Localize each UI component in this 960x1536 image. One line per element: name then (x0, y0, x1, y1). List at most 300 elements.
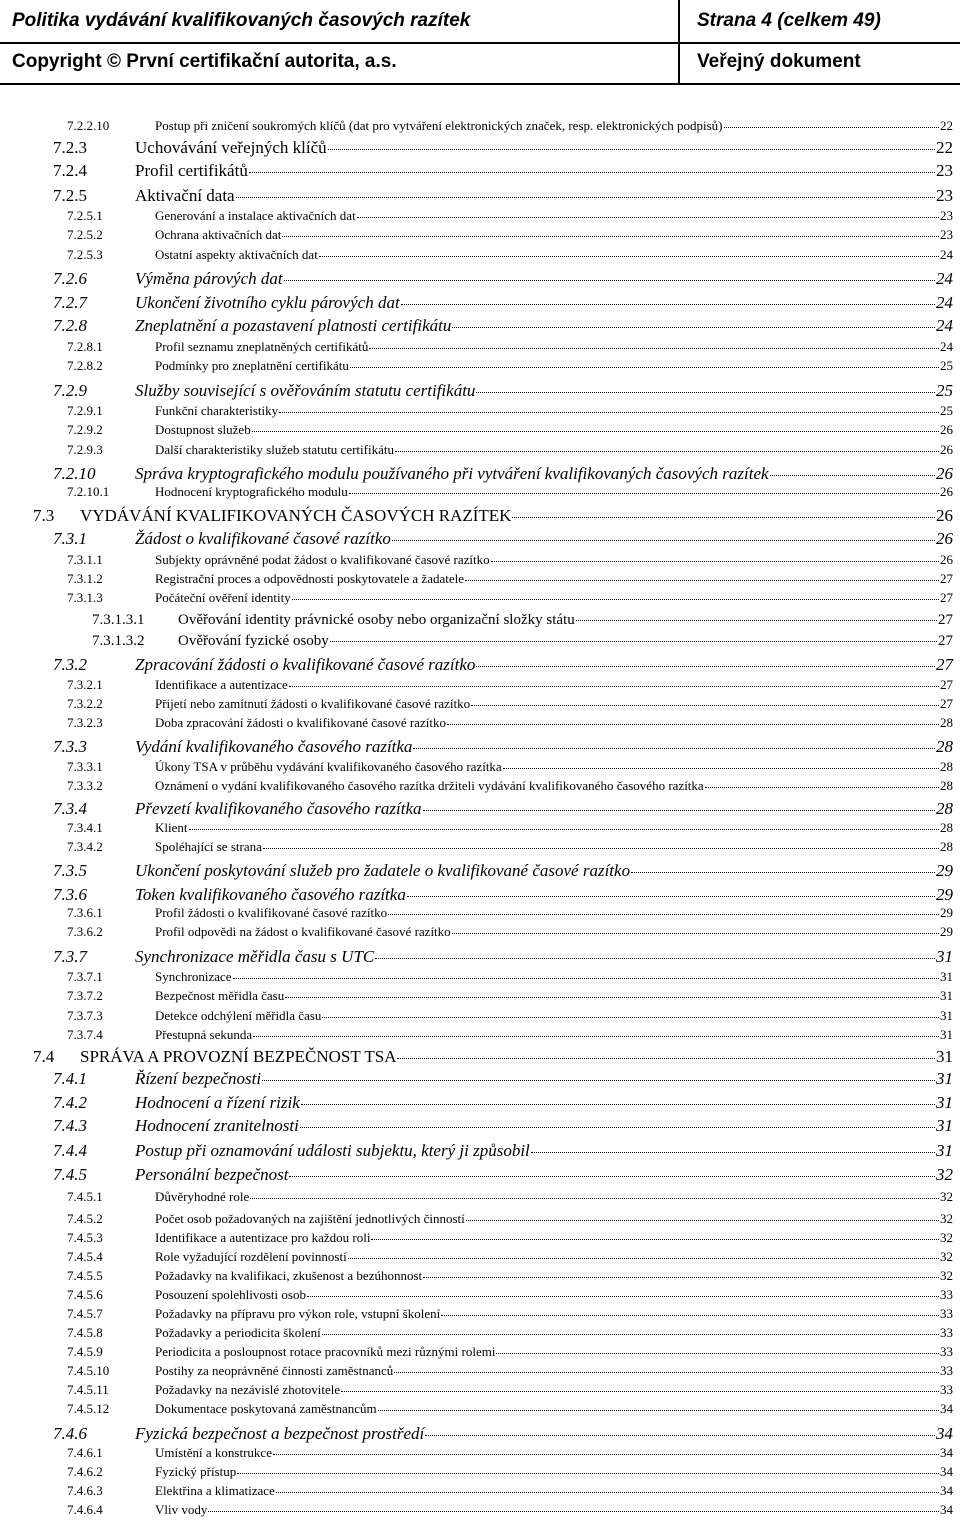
toc-entry[interactable] (67, 1344, 953, 1360)
toc-dot-leader (491, 554, 939, 562)
toc-entry-number: 7.3.6.1 (67, 905, 103, 920)
toc-dot-leader (279, 405, 939, 413)
toc-entry-title[interactable]: Synchronizace (155, 969, 232, 984)
toc-dot-leader (276, 1485, 939, 1493)
toc-entry[interactable] (53, 529, 953, 549)
toc-entry-title[interactable]: Klient (155, 820, 188, 835)
toc-entry[interactable] (67, 1211, 953, 1227)
toc-entry-page: 32 (940, 1230, 953, 1245)
toc-entry-number: 7.4.6.1 (67, 1445, 103, 1460)
toc-entry-number: 7.3.7.4 (67, 1027, 103, 1042)
toc-entry-page: 26 (936, 506, 953, 525)
toc-entry-number: 7.4.5.6 (67, 1287, 103, 1302)
toc-dot-leader (447, 717, 939, 725)
toc-entry-title[interactable]: Přijetí nebo zamítnutí žádosti o kvalifikované časové razítko (155, 696, 471, 711)
toc-dot-leader (392, 531, 935, 541)
toc-dot-leader (349, 486, 939, 494)
toc-entry-title[interactable]: Fyzická bezpečnost a bezpečnost prostředí (135, 1424, 425, 1443)
toc-entry-page: 33 (940, 1325, 953, 1340)
toc-entry-title[interactable]: VYDÁVÁNÍ KVALIFIKOVANÝCH ČASOVÝCH RAZÍTEK (80, 506, 512, 525)
toc-dot-leader (423, 1270, 939, 1278)
toc-entry[interactable] (67, 1230, 953, 1246)
toc-entry-title[interactable]: Důvěryhodné role (155, 1189, 250, 1204)
toc-entry-title[interactable]: Periodicita a posloupnost rotace pracovníků mezi různými rolemi (155, 1344, 496, 1359)
toc-entry[interactable] (67, 1502, 953, 1518)
toc-entry[interactable] (53, 293, 953, 313)
toc-entry-title[interactable]: Postihy za neoprávněné činnosti zaměstnanců (155, 1363, 394, 1378)
toc-entry-title[interactable]: Aktivační data (135, 186, 235, 205)
toc-entry[interactable] (53, 464, 953, 484)
toc-entry-title[interactable]: Ukončení poskytování služeb pro žadatele o kvalifikované časové razítko (135, 861, 631, 880)
toc-entry-number: 7.3.2.2 (67, 696, 103, 711)
toc-dot-leader (319, 249, 939, 257)
toc-entry[interactable] (53, 186, 953, 206)
toc-entry-title[interactable]: Vliv vody (155, 1502, 208, 1517)
toc-entry-title[interactable]: Výměna párových dat (135, 269, 283, 288)
toc-entry-number: 7.3.1.3.2 (92, 633, 145, 649)
toc-entry-page: 25 (940, 403, 953, 418)
toc-dot-leader (292, 592, 939, 600)
toc-dot-leader (282, 229, 939, 237)
toc-entry-title[interactable]: Řízení bezpečnosti (135, 1069, 262, 1088)
toc-entry-title[interactable]: Služby související s ověřováním statutu certifikátu (135, 381, 476, 400)
toc-entry-title[interactable]: Postup při zničení soukromých klíčů (dat pro vytváření elektronických značek, resp. elektronických podpisů) (155, 118, 723, 133)
toc-entry-number: 7.3.1 (53, 529, 87, 548)
toc-entry-number: 7.4.6 (53, 1424, 87, 1443)
toc-dot-leader (631, 863, 935, 873)
toc-entry[interactable] (67, 839, 953, 855)
toc-entry-page: 31 (940, 1008, 953, 1023)
toc-entry[interactable] (53, 1141, 953, 1161)
toc-entry-number: 7.3.3.1 (67, 759, 103, 774)
toc-entry-title[interactable]: Žádost o kvalifikované časové razítko (135, 529, 391, 548)
toc-entry-title[interactable]: Umístění a konstrukce (155, 1445, 272, 1460)
toc-entry[interactable] (67, 820, 953, 836)
toc-entry-title[interactable]: Hodnocení zranitelnosti (135, 1116, 299, 1135)
toc-entry-number: 7.4.5.5 (67, 1268, 103, 1283)
toc-entry[interactable] (67, 1027, 953, 1043)
toc-dot-leader (341, 1384, 939, 1392)
toc-entry-number: 7.2.8.2 (67, 358, 103, 373)
toc-entry[interactable] (67, 590, 953, 606)
toc-entry-title[interactable]: Postup při oznamování události subjektu, který ji způsobil (135, 1141, 530, 1160)
toc-entry-page: 27 (940, 571, 953, 586)
toc-entry-title[interactable]: Oznámení o vydání kvalifikovaného časového razítka držiteli vydávání kvalifikovaného časového razítka (155, 778, 704, 793)
toc-dot-leader (208, 1504, 939, 1512)
toc-dot-leader (250, 1191, 939, 1199)
toc-entry[interactable] (67, 1249, 953, 1265)
toc-entry-page: 23 (940, 208, 953, 223)
toc-entry-page: 31 (940, 969, 953, 984)
toc-entry-page: 33 (940, 1287, 953, 1302)
toc-entry-number: 7.2.9.1 (67, 403, 103, 418)
toc-entry-title[interactable]: Profil odpovědi na žádost o kvalifikované časové razítko (155, 924, 451, 939)
toc-entry-number: 7.4.5.9 (67, 1344, 103, 1359)
toc-entry-title[interactable]: Zpracování žádosti o kvalifikované časové razítko (135, 655, 476, 674)
toc-entry[interactable] (67, 484, 953, 500)
toc-dot-leader (348, 1251, 939, 1259)
toc-entry[interactable] (67, 988, 953, 1004)
toc-entry-number: 7.2.2.10 (67, 118, 110, 133)
toc-entry-page: 27 (938, 633, 953, 649)
toc-entry-page: 26 (940, 442, 953, 457)
toc-entry-title[interactable]: Fyzický přístup (155, 1464, 237, 1479)
toc-entry[interactable] (67, 1445, 953, 1461)
toc-entry[interactable] (53, 737, 953, 757)
toc-dot-leader (496, 1346, 939, 1354)
toc-entry-page: 28 (940, 759, 953, 774)
toc-entry[interactable] (67, 677, 953, 693)
toc-dot-leader (284, 271, 935, 281)
toc-entry[interactable] (53, 1069, 953, 1089)
header-bottom-border (0, 83, 960, 85)
toc-entry-page: 32 (940, 1189, 953, 1204)
toc-entry[interactable] (53, 1116, 953, 1136)
toc-entry-number: 7.4.5.11 (67, 1382, 109, 1397)
toc-entry-number: 7.2.8 (53, 316, 87, 335)
toc-entry-title[interactable]: Synchronizace měřidla času s UTC (135, 947, 375, 966)
toc-entry-number: 7.3.1.3 (67, 590, 103, 605)
toc-entry[interactable] (67, 778, 953, 794)
toc-entry-page: 34 (940, 1502, 953, 1517)
toc-dot-leader (378, 1403, 939, 1411)
toc-entry-title[interactable]: Vydání kvalifikovaného časového razítka (135, 737, 413, 756)
toc-entry-title[interactable]: Role vyžadující rozdělení povinností (155, 1249, 347, 1264)
toc-dot-leader (330, 634, 937, 643)
toc-entry-title[interactable]: Dostupnost služeb (155, 422, 251, 437)
toc-entry[interactable] (67, 403, 953, 419)
toc-dot-leader (413, 739, 935, 749)
toc-entry-number: 7.2.4 (53, 161, 87, 180)
toc-entry-number: 7.4.5.2 (67, 1211, 103, 1226)
toc-entry-page: 27 (940, 696, 953, 711)
toc-entry-number: 7.4.2 (53, 1093, 87, 1112)
toc-entry-page: 31 (936, 1116, 953, 1135)
toc-entry-number: 7.4.5.1 (67, 1189, 103, 1204)
toc-dot-leader (301, 1095, 935, 1105)
toc-dot-leader (189, 822, 940, 830)
toc-entry-page: 34 (940, 1445, 953, 1460)
toc-entry[interactable] (53, 269, 953, 289)
toc-entry[interactable] (67, 759, 953, 775)
toc-dot-leader (423, 801, 935, 811)
toc-entry-number: 7.3.7.3 (67, 1008, 103, 1023)
toc-entry-page: 31 (936, 1093, 953, 1112)
toc-entry-number: 7.3.7.2 (67, 988, 103, 1003)
toc-dot-leader (289, 679, 939, 687)
toc-dot-leader (452, 926, 939, 934)
toc-entry-page: 28 (940, 778, 953, 793)
toc-entry-title[interactable]: Další charakteristiky služeb statutu certifikátu (155, 442, 394, 457)
toc-entry-number: 7.3 (33, 506, 55, 525)
page-counter: Strana 4 (celkem 49) (697, 10, 881, 31)
toc-entry-number: 7.4 (33, 1047, 55, 1066)
toc-dot-leader (262, 1071, 935, 1081)
toc-entry-number: 7.3.2 (53, 655, 87, 674)
toc-entry-title[interactable]: Počáteční ověření identity (155, 590, 291, 605)
toc-dot-leader (249, 163, 935, 173)
toc-entry[interactable] (53, 947, 953, 967)
toc-entry[interactable] (53, 885, 953, 905)
toc-entry[interactable] (53, 316, 953, 336)
toc-entry-number: 7.3.1.3.1 (92, 612, 145, 628)
toc-entry[interactable] (67, 1382, 953, 1398)
toc-entry[interactable] (67, 339, 953, 355)
toc-dot-leader (531, 1143, 935, 1153)
toc-entry[interactable] (33, 506, 953, 526)
toc-entry-number: 7.2.6 (53, 269, 87, 288)
toc-entry[interactable] (53, 138, 953, 158)
toc-entry-title[interactable]: Elektřina a klimatizace (155, 1483, 275, 1498)
toc-entry[interactable] (67, 715, 953, 731)
toc-dot-leader (512, 508, 935, 518)
toc-entry-title[interactable]: Token kvalifikovaného časového razítka (135, 885, 406, 904)
toc-entry[interactable] (92, 633, 953, 650)
toc-entry[interactable] (67, 1325, 953, 1341)
toc-entry-title[interactable]: Dokumentace poskytovaná zaměstnancům (155, 1401, 377, 1416)
toc-entry[interactable] (67, 422, 953, 438)
toc-entry-number: 7.4.5.4 (67, 1249, 103, 1264)
toc-entry-number: 7.4.4 (53, 1141, 87, 1160)
toc-entry-title[interactable]: Ukončení životního cyklu párových dat (135, 293, 400, 312)
toc-entry-title[interactable]: Převzetí kvalifikovaného časového razítka (135, 799, 422, 818)
toc-entry-number: 7.4.3 (53, 1116, 87, 1135)
document-header-row-2 (10, 51, 950, 77)
document-title: Politika vydávání kvalifikovaných časových razítek (12, 10, 471, 31)
toc-dot-leader (471, 698, 939, 706)
toc-entry-page: 26 (940, 484, 953, 499)
toc-entry[interactable] (67, 969, 953, 985)
toc-dot-leader (233, 971, 939, 979)
toc-entry-title[interactable]: Registrační proces a odpovědnosti poskytovatele a žadatele (155, 571, 465, 586)
toc-entry-title[interactable]: Podmínky pro zneplatnění certifikátu (155, 358, 349, 373)
toc-entry-page: 25 (936, 381, 953, 400)
toc-entry-number: 7.3.4.2 (67, 839, 103, 854)
toc-entry-title[interactable]: Požadavky a periodicita školení (155, 1325, 321, 1340)
toc-entry-page: 32 (940, 1249, 953, 1264)
toc-entry[interactable] (67, 1401, 953, 1417)
toc-entry-number: 7.3.2.1 (67, 677, 103, 692)
toc-entry-title[interactable]: Profil certifikátů (135, 161, 248, 180)
toc-entry[interactable] (67, 905, 953, 921)
toc-entry-number: 7.4.5.10 (67, 1363, 110, 1378)
toc-dot-leader (369, 341, 939, 349)
toc-entry[interactable] (67, 1483, 953, 1499)
toc-entry[interactable] (67, 208, 953, 224)
toc-entry-title[interactable]: Spoléhající se strana (155, 839, 262, 854)
toc-entry-number: 7.3.1.1 (67, 552, 103, 567)
toc-entry-page: 34 (936, 1424, 953, 1443)
toc-entry-number: 7.2.5.1 (67, 208, 103, 223)
toc-entry-title[interactable]: Identifikace a autentizace (155, 677, 288, 692)
toc-entry-page: 31 (936, 1069, 953, 1088)
toc-entry[interactable] (53, 1093, 953, 1113)
toc-entry-page: 24 (936, 269, 953, 288)
toc-entry[interactable] (67, 1189, 953, 1205)
toc-dot-leader (237, 1466, 939, 1474)
toc-entry-title[interactable]: Ostatní aspekty aktivačních dat (155, 247, 318, 262)
toc-dot-leader (476, 383, 935, 393)
toc-entry-number: 7.2.7 (53, 293, 87, 312)
toc-entry-page: 33 (940, 1363, 953, 1378)
toc-entry-number: 7.4.6.4 (67, 1502, 103, 1517)
toc-entry-title[interactable]: Správa kryptografického modulu používaného při vytváření kvalifikovaných časových razítek (135, 464, 769, 483)
toc-entry-page: 31 (936, 1047, 953, 1066)
toc-dot-leader (452, 318, 935, 328)
toc-dot-leader (394, 1365, 939, 1373)
toc-entry-page: 28 (940, 715, 953, 730)
toc-dot-leader (397, 1049, 935, 1059)
toc-entry-page: 28 (940, 820, 953, 835)
toc-entry-title[interactable]: Ochrana aktivačních dat (155, 227, 282, 242)
toc-entry-number: 7.3.4 (53, 799, 87, 818)
toc-entry-title[interactable]: Požadavky na kvalifikaci, zkušenost a bezúhonnost (155, 1268, 423, 1283)
toc-entry-title[interactable]: Přestupná sekunda (155, 1027, 253, 1042)
toc-entry-title[interactable]: Funkční charakteristiky (155, 403, 279, 418)
toc-entry[interactable] (53, 1424, 953, 1444)
toc-entry[interactable] (92, 612, 953, 629)
toc-entry-page: 29 (936, 885, 953, 904)
toc-dot-leader (371, 1232, 939, 1240)
toc-entry-title[interactable]: Profil seznamu zneplatněných certifikátů (155, 339, 369, 354)
toc-entry-page: 34 (940, 1464, 953, 1479)
toc-entry-number: 7.4.5.7 (67, 1306, 103, 1321)
toc-entry-number: 7.3.1.2 (67, 571, 103, 586)
toc-dot-leader (253, 1029, 939, 1037)
toc-dot-leader (300, 1118, 935, 1128)
header-column-divider (678, 0, 680, 84)
toc-dot-leader (322, 1010, 939, 1018)
toc-entry-page: 34 (940, 1483, 953, 1498)
toc-entry-title[interactable]: Úkony TSA v průběhu vydávání kvalifikovaného časového razítka (155, 759, 502, 774)
toc-entry[interactable] (67, 1306, 953, 1322)
toc-entry-number: 7.3.4.1 (67, 820, 103, 835)
toc-entry-page: 25 (940, 358, 953, 373)
toc-entry-title[interactable]: Doba zpracování žádosti o kvalifikované časové razítko (155, 715, 446, 730)
toc-entry[interactable] (53, 381, 953, 401)
toc-entry[interactable] (33, 1047, 953, 1067)
toc-entry[interactable] (53, 861, 953, 881)
toc-entry-number: 7.3.3 (53, 737, 87, 756)
toc-entry-page: 27 (938, 612, 953, 628)
toc-entry-page: 32 (936, 1165, 953, 1184)
toc-dot-leader (576, 613, 937, 622)
toc-entry-page: 23 (936, 186, 953, 205)
header-divider (0, 42, 960, 44)
toc-entry[interactable] (53, 161, 953, 181)
toc-entry-page: 26 (936, 529, 953, 548)
toc-dot-leader (503, 761, 939, 769)
toc-entry-page: 23 (936, 161, 953, 180)
classification-label: Veřejný dokument (697, 51, 861, 72)
toc-entry-title[interactable]: SPRÁVA A PROVOZNÍ BEZPEČNOST TSA (80, 1047, 397, 1066)
toc-entry-number: 7.4.5.8 (67, 1325, 103, 1340)
toc-dot-leader (407, 887, 935, 897)
toc-entry-page: 27 (940, 677, 953, 692)
toc-dot-leader (307, 1289, 939, 1297)
toc-entry[interactable] (53, 799, 953, 819)
toc-entry-title[interactable]: Posouzení spolehlivosti osob (155, 1287, 306, 1302)
toc-entry-page: 32 (940, 1211, 953, 1226)
toc-entry-title[interactable]: Požadavky na nezávislé zhotovitele (155, 1382, 341, 1397)
toc-entry-title[interactable]: Generování a instalace aktivačních dat (155, 208, 356, 223)
toc-entry-number: 7.2.5.3 (67, 247, 103, 262)
toc-entry-page: 24 (936, 316, 953, 335)
toc-entry-title[interactable]: Subjekty oprávněné podat žádost o kvalifikované časové razítko (155, 552, 490, 567)
toc-entry-title[interactable]: Uchovávání veřejných klíčů (135, 138, 327, 157)
toc-entry[interactable] (67, 118, 953, 134)
toc-entry[interactable] (67, 571, 953, 587)
toc-entry-page: 29 (936, 861, 953, 880)
toc-entry-title[interactable]: Hodnocení a řízení rizik (135, 1093, 300, 1112)
toc-entry-number: 7.3.7.1 (67, 969, 103, 984)
toc-entry-number: 7.3.5 (53, 861, 87, 880)
toc-entry-number: 7.2.5.2 (67, 227, 103, 242)
toc-entry[interactable] (53, 655, 953, 675)
toc-entry-number: 7.4.5.12 (67, 1401, 110, 1416)
toc-entry[interactable] (67, 1363, 953, 1379)
toc-entry-number: 7.3.7 (53, 947, 87, 966)
toc-entry-page: 29 (940, 905, 953, 920)
toc-dot-leader (236, 188, 935, 198)
toc-entry-title[interactable]: Ověřování identity právnické osoby nebo organizační složky státu (178, 612, 575, 628)
toc-entry[interactable] (67, 552, 953, 568)
toc-entry-title[interactable]: Počet osob požadovaných na zajištění jednotlivých činností (155, 1211, 465, 1226)
toc-entry[interactable] (67, 696, 953, 712)
toc-entry[interactable] (67, 227, 953, 243)
toc-entry[interactable] (53, 1165, 953, 1185)
toc-entry-number: 7.2.9.3 (67, 442, 103, 457)
toc-entry[interactable] (67, 1287, 953, 1303)
toc-entry-page: 26 (940, 422, 953, 437)
toc-dot-leader (263, 841, 939, 849)
toc-entry[interactable] (67, 1464, 953, 1480)
toc-entry[interactable] (67, 1008, 953, 1024)
toc-dot-leader (328, 140, 935, 150)
toc-entry-title[interactable]: Personální bezpečnost (135, 1165, 289, 1184)
toc-entry-number: 7.4.6.2 (67, 1464, 103, 1479)
toc-entry-title[interactable]: Detekce odchýlení měřidla času (155, 1008, 322, 1023)
document-header-row-1 (10, 10, 950, 36)
toc-entry-title[interactable]: Bezpečnost měřidla času (155, 988, 285, 1003)
toc-entry-title[interactable]: Profil žádosti o kvalifikované časové razítko (155, 905, 388, 920)
toc-entry[interactable] (67, 358, 953, 374)
toc-entry-title[interactable]: Hodnocení kryptografického modulu (155, 484, 348, 499)
toc-entry-number: 7.2.5 (53, 186, 87, 205)
toc-dot-leader (770, 466, 935, 476)
toc-entry-page: 33 (940, 1382, 953, 1397)
toc-dot-leader (465, 573, 939, 581)
toc-entry-number: 7.2.9 (53, 381, 87, 400)
toc-dot-leader (322, 1327, 939, 1335)
toc-entry-title[interactable]: Zneplatnění a pozastavení platnosti certifikátu (135, 316, 452, 335)
toc-entry[interactable] (67, 924, 953, 940)
toc-entry[interactable] (67, 442, 953, 458)
toc-entry-number: 7.4.5 (53, 1165, 87, 1184)
toc-entry[interactable] (67, 247, 953, 263)
toc-dot-leader (388, 907, 939, 915)
toc-dot-leader (425, 1426, 935, 1436)
toc-dot-leader (252, 424, 939, 432)
toc-entry-number: 7.2.3 (53, 138, 87, 157)
toc-entry-page: 31 (936, 1141, 953, 1160)
toc-entry-page: 28 (936, 799, 953, 818)
toc-dot-leader (724, 120, 940, 128)
toc-entry-title[interactable]: Ověřování fyzické osoby (178, 633, 329, 649)
toc-entry[interactable] (67, 1268, 953, 1284)
toc-entry-title[interactable]: Požadavky na přípravu pro výkon role, vstupní školení (155, 1306, 441, 1321)
toc-entry-title[interactable]: Identifikace a autentizace pro každou roli (155, 1230, 371, 1245)
